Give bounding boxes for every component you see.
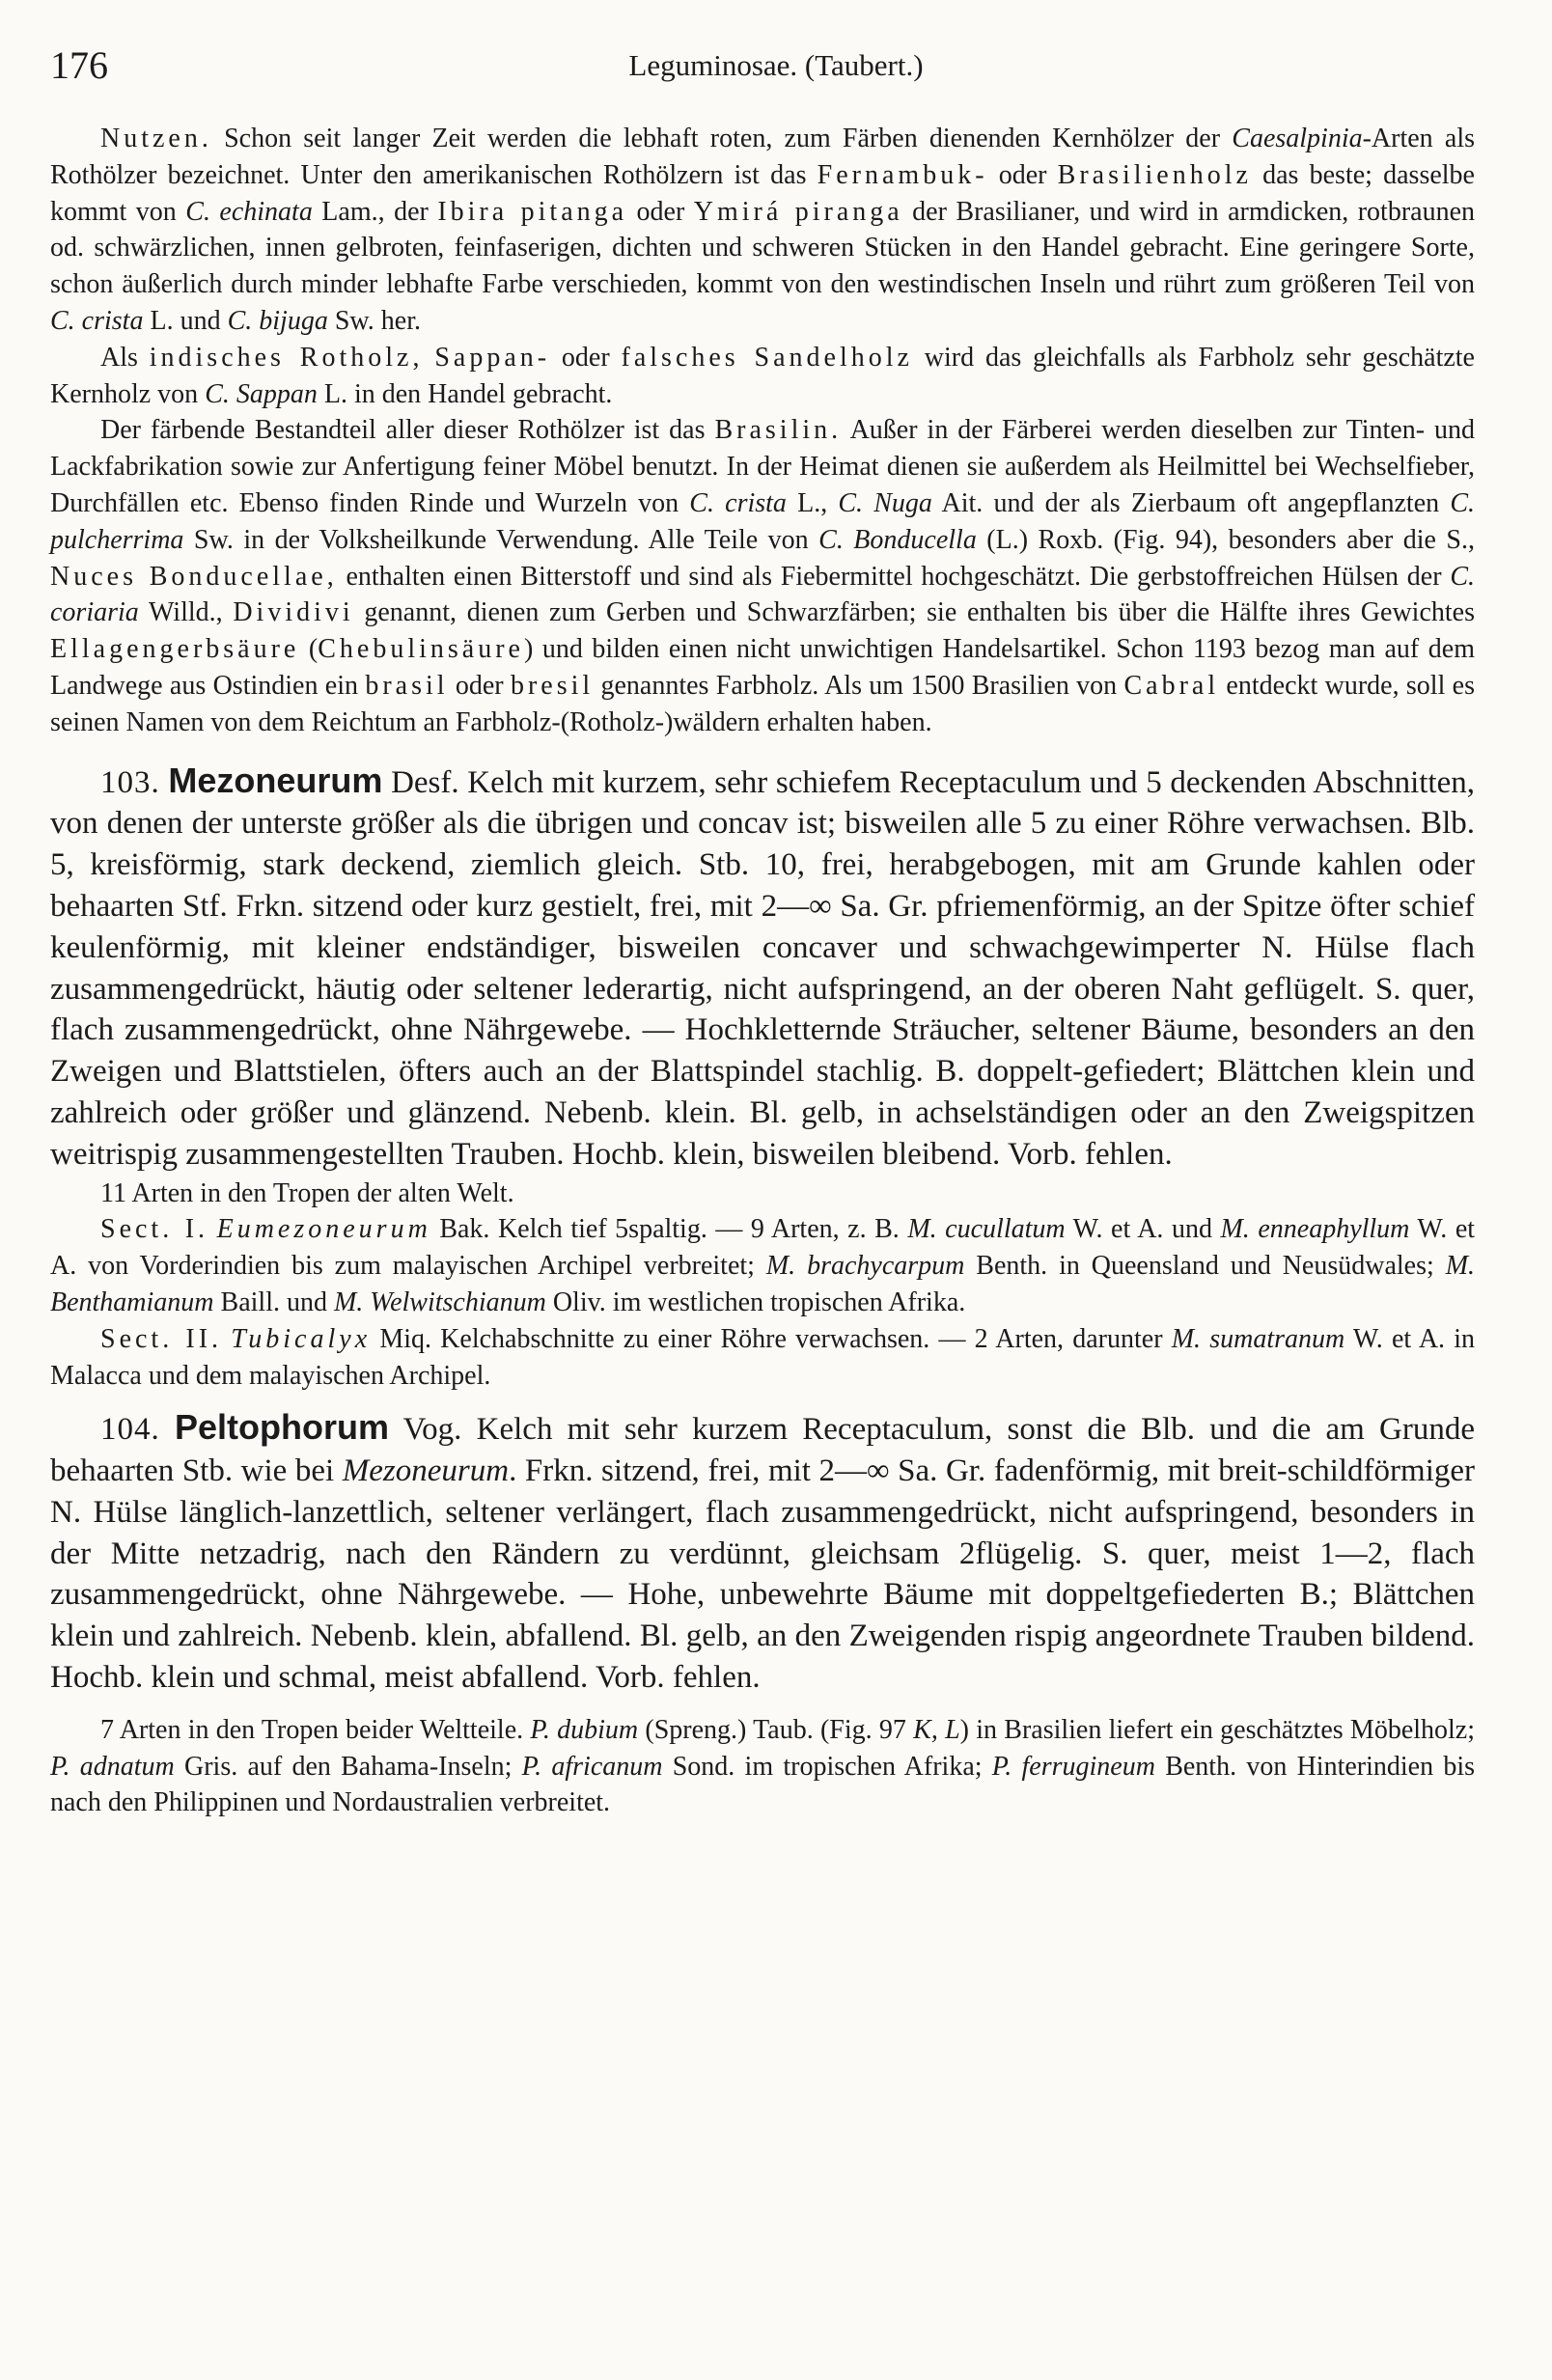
text-run: M. enneaphyllum bbox=[1220, 1214, 1410, 1245]
text-run: C. coriaria bbox=[50, 561, 1476, 628]
species-count: 11 Arten in den Tropen der alten Welt. bbox=[100, 1177, 514, 1208]
text-run bbox=[222, 1324, 231, 1354]
text-run: der Brasilianer, und wird in armdicken, rotbraunen od. schwärzlichen, innen gelbroten, feinfaserigen, dichten und schweren Stücken in den Handel gebracht. Eine geringere Sorte, schon äußerlich durch minder lebhafte Farbe verschieden, kommt von den westindischen Inseln und rührt zum größeren Teil von bbox=[50, 196, 1476, 300]
text-run: C. bijuga bbox=[227, 305, 328, 336]
text-run: Baill. und bbox=[213, 1287, 334, 1317]
text-run: ( bbox=[299, 634, 319, 665]
text-run: M. cucullatum bbox=[907, 1214, 1066, 1245]
text-run: C. crista bbox=[689, 487, 787, 518]
text-run: Cabral bbox=[1123, 670, 1220, 701]
genus-text: Kelch mit kurzem, sehr schiefem Receptaculum und 5 deckenden Abschnitten, von denen der unterste größer als die übrigen und concav ist; bisweilen alle 5 zu einer Röhre verwachsen. Blb. 5, kreisförmig, stark deckend, ziemlich gleich. Stb. 10, frei, herabgebogen, mit am Grunde kahlen oder behaarten Stf. Frkn. sitzend oder kurz gestielt, frei, mit 2—∞ Sa. Gr. pfriemenförmig, an der Spitze öfter schief keulenförmig, mit kleiner endständiger, bisweilen concaver und schwachgewimperter N. Hülse flach zusammengedrückt, häutig oder seltener lederartig, nicht aufspringend, an der oberen Naht geflügelt. S. quer, flach zusammengedrückt, ohne Nährgewebe. — Hochkletternde Sträucher, seltener Bäume, besonders an den Zweigen und Blattstielen, öfters auch an der Blattspindel stachlig. B. doppelt-gefiedert; Blättchen klein und zahlreich oder größer und glänzend. Nebenb. klein. Bl. gelb, in achselständigen oder an den Zweigspitzen weitrispig zusammengestellten Trauben. Hochb. klein, bisweilen bleibend. Vorb. fehlen. bbox=[50, 764, 1475, 1172]
text-run: ) und bilden einen nicht unwichtigen Handelsartikel. Schon 1193 bezog man auf dem Landwege aus Ostindien ein bbox=[50, 634, 1475, 701]
text-run: Der färbende Bestandteil aller dieser Rothölzer ist das bbox=[100, 415, 715, 446]
genus-103-description bbox=[50, 761, 1475, 1176]
genus-103-section bbox=[50, 761, 1475, 1176]
nutzen-paragraph-2 bbox=[50, 340, 1475, 413]
text-run: Miq. Kelchabschnitte zu einer Röhre verwachsen. — 2 Arten, darunter bbox=[371, 1323, 1172, 1354]
text-run: genanntes Farbholz. Als um 1500 Brasilien von bbox=[594, 670, 1124, 701]
text-run: Chebulinsäure bbox=[318, 634, 524, 665]
text-run: Sappan- bbox=[434, 342, 551, 373]
genus-author: Desf. bbox=[391, 764, 459, 800]
text-run: C. pulcherrima bbox=[50, 487, 1475, 555]
text-run: Außer in der Färberei werden dieselben zur Tinten- und Lackfabrikation sowie zur Anfertigung feiner Möbel benutzt. In der Heimat dienen sie außerdem als Heilmittel bei Wechselfieber, Durchfällen etc. Ebenso finden Rinde und Wurzeln von bbox=[50, 415, 1475, 518]
text-run: W. et A. von Vorderindien bis zum malayischen Archipel verbreitet; bbox=[50, 1214, 1476, 1282]
text-run: Ellagengerbsäure bbox=[50, 634, 300, 665]
text-run: oder bbox=[448, 670, 511, 701]
text-run: oder bbox=[550, 342, 622, 373]
text-run: Willd., bbox=[138, 597, 234, 628]
genus-name: Peltophorum bbox=[174, 1407, 389, 1448]
text-run: C. Nuga bbox=[838, 487, 932, 518]
genus-author: Vog. bbox=[402, 1412, 462, 1448]
text-run: C. echinata bbox=[185, 196, 313, 227]
text-run: M. sumatranum bbox=[1171, 1323, 1345, 1354]
running-head: Leguminosae. (Taubert.) bbox=[628, 48, 924, 82]
text-run: C. crista bbox=[50, 305, 144, 336]
text-run: Sond. im tropischen Afrika; bbox=[662, 1751, 992, 1782]
text-run: (Spreng.) Taub. (Fig. 97 bbox=[638, 1714, 914, 1745]
text-run: P. ferrugineum bbox=[991, 1751, 1155, 1782]
text-run: Gris. auf den Bahama-Inseln; bbox=[174, 1751, 522, 1782]
text-run: L., bbox=[786, 487, 839, 518]
text-run: enthalten einen Bitterstoff und sind als Fiebermittel hochgeschätzt. Die gerbstoffreichen Hülsen der bbox=[337, 561, 1451, 592]
text-run: Dividivi bbox=[233, 597, 354, 628]
text-run: Benth. von Hinterindien bis nach den Philippinen und Nordaustralien verbreitet. bbox=[50, 1751, 1476, 1818]
text-run: Benth. in Queensland und Neusüdwales; bbox=[964, 1251, 1446, 1282]
text-run: C. Sappan bbox=[205, 378, 318, 409]
text-run: das beste; dasselbe kommt von bbox=[50, 159, 1475, 227]
text-run: K, L bbox=[913, 1714, 960, 1745]
genus-text-2: . Frkn. sitzend, frei, mit 2—∞ Sa. Gr. fadenförmig, mit breit-schildförmiger N. Hülse länglich-lanzettlich, seltener verlängert, flach zusammengedrückt, nicht aufspringend, besonders in der Mitte netzadrig, nach den Rändern zu verdünnt, gleichsam 2flügelig. S. quer, meist 1—2, flach zusammengedrückt, ohne Nährgewebe. — Hohe, unbewehrte Bäume mit doppeltgefiederten B.; Blättchen klein und zahlreich. Nebenb. klein, abfallend. Bl. gelb, an den Zweigenden rispig angeordnete Trauben bildend. Hochb. klein und schmal, meist abfallend. Vorb. fehlen. bbox=[50, 1453, 1476, 1696]
species-paragraph bbox=[50, 1712, 1475, 1821]
text-run: genannt, dienen zum Gerben und Schwarzfärben; sie enthalten bis über die Hälfte ihres Gewichtes bbox=[353, 597, 1475, 628]
text-run: Nuces Bonducellae, bbox=[50, 561, 338, 592]
nutzen-section bbox=[50, 121, 1475, 741]
text-run: 7 Arten in den Tropen beider Weltteile. bbox=[100, 1714, 531, 1745]
text-run: -Arten als Rothölzer bezeichnet. Unter den amerikanischen Rothölzern ist das bbox=[50, 124, 1475, 190]
text-run: Brasilin. bbox=[714, 415, 843, 446]
text-run: Ibira pitanga bbox=[437, 196, 628, 227]
text-run: ) in Brasilien liefert ein geschätztes Möbelholz; bbox=[959, 1714, 1476, 1745]
text-run: Lam., der bbox=[312, 196, 438, 227]
text-run: L. in den Handel gebracht. bbox=[317, 378, 613, 409]
page-header bbox=[50, 42, 1502, 100]
text-run: Fernambuk- bbox=[817, 159, 988, 190]
text-run: Sect. II. bbox=[100, 1323, 223, 1354]
genus-103-species bbox=[50, 1176, 1475, 1395]
text-run: C. Bonducella bbox=[818, 524, 977, 555]
text-run: oder bbox=[627, 196, 694, 227]
genus-104-species bbox=[50, 1712, 1475, 1821]
text-run: Nutzen. bbox=[100, 124, 212, 153]
genus-104-section bbox=[50, 1407, 1475, 1699]
page-body bbox=[50, 121, 1475, 2341]
text-run: M. Welwitschianum bbox=[333, 1287, 546, 1317]
text-run: P. dubium bbox=[530, 1714, 639, 1745]
text-run: Tubicalyx bbox=[231, 1323, 372, 1354]
text-run: Sw. her. bbox=[327, 305, 421, 336]
text-run: entdeckt wurde, soll es seinen Namen von dem Reichtum an Farbholz-(Rotholz-)wäldern erhalten haben. bbox=[50, 670, 1475, 737]
section-2 bbox=[50, 1321, 1475, 1395]
text-run: oder bbox=[987, 159, 1058, 190]
text-run: Ait. und der als Zierbaum oft angepflanzten bbox=[931, 487, 1451, 518]
text-run: (L.) Roxb. (Fig. 94), besonders aber die S., bbox=[976, 524, 1475, 555]
text-run: bresil bbox=[510, 670, 595, 701]
page-number: 176 bbox=[50, 43, 108, 87]
text-run: Caesalpinia bbox=[1232, 124, 1363, 153]
text-run: W. et A. in Malacca und dem malayischen Archipel. bbox=[50, 1323, 1476, 1391]
text-run: P. africanum bbox=[521, 1751, 663, 1782]
text-run: Sw. in der Volksheilkunde Verwendung. Alle Teile von bbox=[183, 524, 819, 555]
genus-104-description bbox=[50, 1407, 1475, 1699]
text-run: falsches Sandelholz bbox=[621, 342, 913, 373]
text-run bbox=[208, 1214, 217, 1244]
text-run: Schon seit langer Zeit werden die lebhaft roten, zum Färben dienenden Kernhölzer der bbox=[211, 124, 1233, 153]
text-run: Eumezoneurum bbox=[216, 1214, 431, 1245]
text-run: P. adnatum bbox=[50, 1751, 175, 1782]
nutzen-paragraph-3 bbox=[50, 412, 1475, 740]
genus-text-1: Kelch mit sehr kurzem Receptaculum, sonst die Blb. und die am Grunde behaarten Stb. wie bei bbox=[50, 1412, 1476, 1489]
genus-number: 104. bbox=[100, 1412, 160, 1448]
nutzen-paragraph-1 bbox=[50, 121, 1475, 340]
text-run: W. et A. und bbox=[1065, 1214, 1221, 1245]
text-run: indisches Rotholz, bbox=[149, 342, 424, 373]
text-run: L. und bbox=[143, 305, 228, 336]
text-run: Bak. Kelch tief 5spaltig. — 9 Arten, z. B. bbox=[430, 1214, 908, 1245]
text-run bbox=[423, 343, 434, 373]
section-1 bbox=[50, 1211, 1475, 1320]
text-run: Sect. I. bbox=[100, 1214, 209, 1245]
text-run: Brasilienholz bbox=[1057, 159, 1252, 190]
text-run: Ymirá piranga bbox=[693, 196, 903, 227]
text-run: M. brachycarpum bbox=[765, 1251, 965, 1282]
genus-reference: Mezoneurum bbox=[342, 1453, 510, 1489]
text-run: wird das gleichfalls als Farbholz sehr geschätzte Kernholz von bbox=[50, 342, 1475, 409]
text-run: M. Benthamianum bbox=[50, 1251, 1476, 1317]
text-run: Als bbox=[100, 342, 150, 373]
genus-number: 103. bbox=[100, 764, 160, 800]
text-run: brasil bbox=[365, 670, 449, 701]
text-run: Oliv. im westlichen tropischen Afrika. bbox=[545, 1287, 966, 1317]
genus-name: Mezoneurum bbox=[168, 760, 383, 800]
